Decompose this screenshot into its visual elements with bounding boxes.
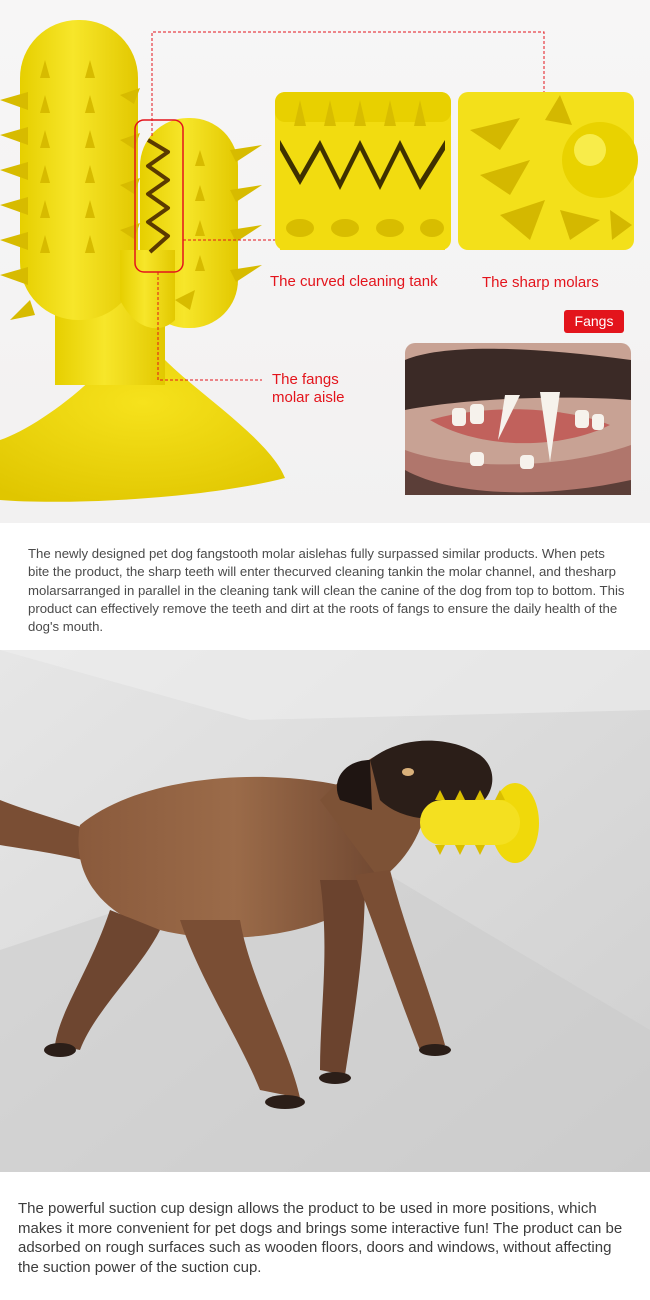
badge-fangs: Fangs <box>564 310 624 333</box>
dog-with-toy-photo <box>0 650 650 1172</box>
label-molar-aisle-line1: The fangs <box>272 371 339 388</box>
detail-image-dog-fangs <box>405 343 631 495</box>
detail-image-cleaning-tank <box>275 92 451 250</box>
detail-image-sharp-molars <box>458 92 638 250</box>
description-suction-cup: The powerful suction cup design allows the product to be used in more positions, which makes it more convenient for pet dogs and brings some interactive fun! The product can be adsorbed on rough surfaces such as wooden floors, doors and windows, without affecting the suction power of the suction cup. <box>18 1200 623 1276</box>
product-illustration <box>0 0 650 523</box>
label-molar-aisle-line2: molar aisle <box>272 389 345 406</box>
product-feature-hero <box>0 0 650 523</box>
dog-illustration <box>0 650 650 1172</box>
description-molar-aisle: The newly designed pet dog fangstooth molar aislehas fully surpassed similar products. When pets bite the product, the sharp teeth will enter thecurved cleaning tankin the molar channel, and thesharp molarsarranged in parallel in the cleaning tank will clean the canine of the dog from top to bottom. This product can effectively remove the teeth and dirt at the roots of fangs to ensure the daily health of the dog's mouth. <box>28 546 625 635</box>
label-curved-cleaning-tank: The curved cleaning tank <box>270 273 438 290</box>
label-sharp-molars: The sharp molars <box>482 274 599 291</box>
